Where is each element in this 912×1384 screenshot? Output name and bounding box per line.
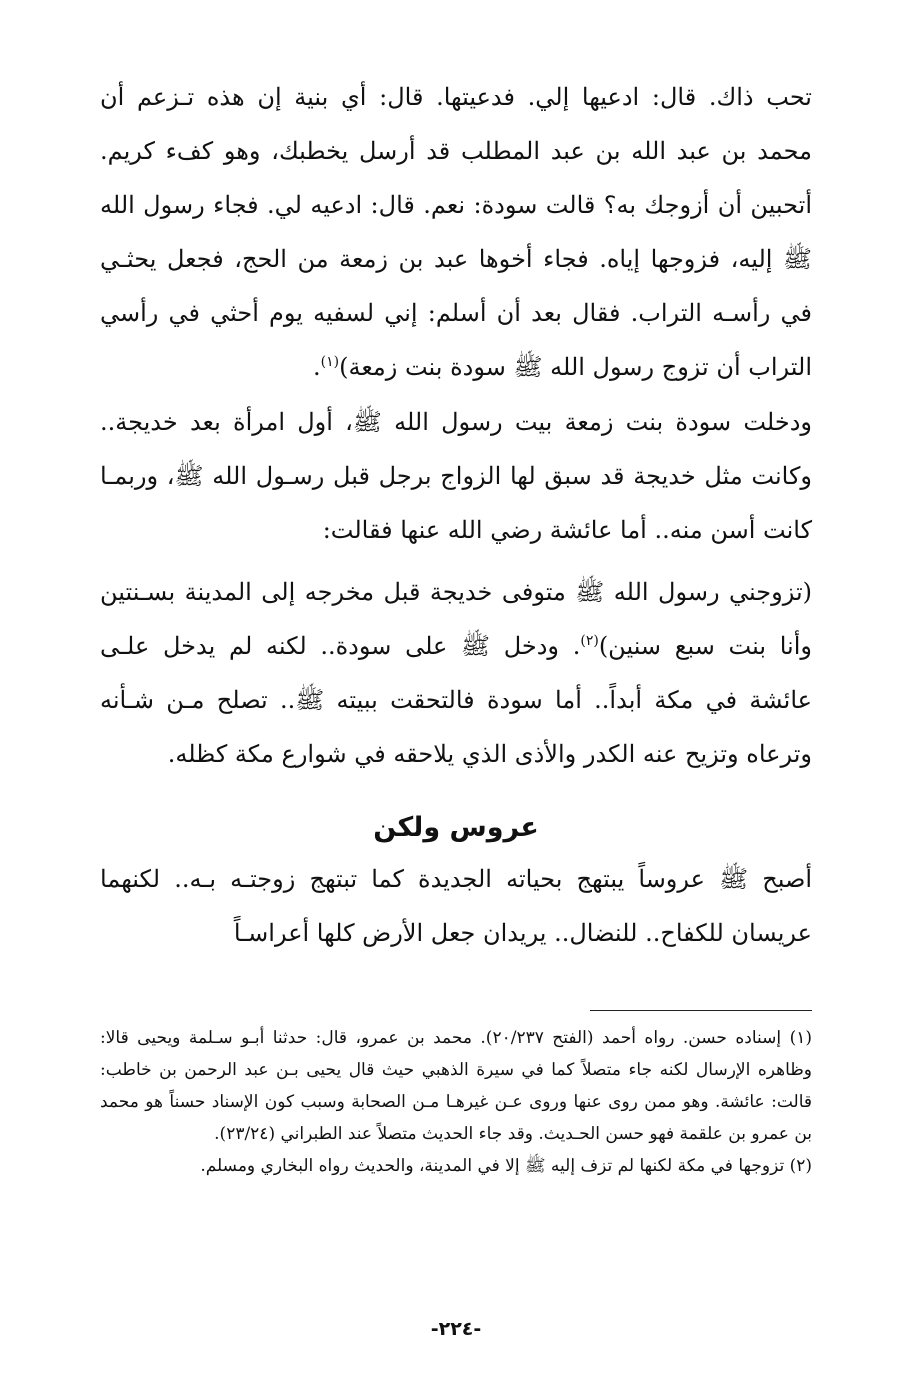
body-paragraph-4 <box>100 852 812 960</box>
footnotes <box>100 1022 812 1182</box>
footnote-ref-1: (١) <box>320 354 340 370</box>
paragraph-4-text: أصبح ﷺ عروساً يبتهج بحياته الجديدة كما تبتهج زوجتـه بـه.. لكنهما عريسان للكفاح.. للنضال.. يريدان جعل الأرض كلها أعراسـاً <box>100 865 812 947</box>
footnote-ref-2: (٢) <box>580 633 599 649</box>
body-paragraph-1 <box>100 70 812 394</box>
page-number: -٢٢٤- <box>430 1318 482 1340</box>
footnote-1: (١) إسناده حسن. رواه أحمد (الفتح ٢٠/٢٣٧). محمد بن عمرو، قال: حدثنا أبـو سـلمة ويحيى قالا: وظاهره الإرسال لكنه جاء متصلاً كما في سيرة الذهبي حيث قال يحيى بـن عبد الرحمن بن خاطب: قالت: عائشة. وهو ممن روى عنها وروى عـن غيرهـا مـن الصحابة وسبب كون الإسناد حسناً هو محمد بن عمرو بن علقمة فهو حسن الحـديث. وقد جاء الحديث متصلاً عند الطبراني (٢٣/٢٤). <box>100 1028 812 1144</box>
footnote-separator <box>590 1010 812 1011</box>
footnote-2: (٢) تزوجها في مكة لكنها لم تزف إليه ﷺ إلا في المدينة، والحديث رواه البخاري ومسلم. <box>200 1156 812 1176</box>
paragraph-3-start: (تزوجني رسول الله ﷺ متوفى خديجة قبل مخرجه إلى المدينة بسـنتين وأنا بنت سبع سنين) <box>100 578 812 660</box>
section-heading: عروس ولكن <box>373 812 539 843</box>
paragraph-1-text: تحب ذاك. قال: ادعيها إلي. فدعيتها. قال: أي بنية إن هذه تـزعم أن محمد بن عبد الله بن عبد المطلب قد أرسل يخطبك، وهو كفء كريم. أتحبين أن أزوجك به؟ قالت سودة: نعم. قال: ادعيه لي. فجاء رسول الله ﷺ إليه، فزوجها إياه. فجاء أخوها عبد بن زمعة من الحج، فجعل يحثـي في رأسـه التراب. فقال بعد أن أسلم: إني لسفيه يوم أحثي في رأسي التراب أن تزوج رسول الله ﷺ سودة بنت زمعة) <box>100 83 812 381</box>
body-paragraph-2 <box>100 395 812 557</box>
paragraph-1-end: . <box>313 353 321 381</box>
paragraph-2-text: ودخلت سودة بنت زمعة بيت رسول الله ﷺ، أول امرأة بعد خديجة.. وكانت مثل خديجة قد سبق لها الزواج برجل قبل رسـول الله ﷺ، وربمـا كانت أسن منه.. أما عائشة رضي الله عنها فقالت: <box>100 408 812 544</box>
body-paragraph-3 <box>100 565 812 781</box>
paragraph-3-rest: . ودخل ﷺ على سودة.. لكنه لم يدخل علـى عائشة في مكة أبداً.. أما سودة فالتحقت ببيته ﷺ.. تصلح مـن شـأنه وترعاه وتزيح عنه الكدر والأذى الذي يلاحقه في شوارع مكة كظله. <box>100 632 812 768</box>
